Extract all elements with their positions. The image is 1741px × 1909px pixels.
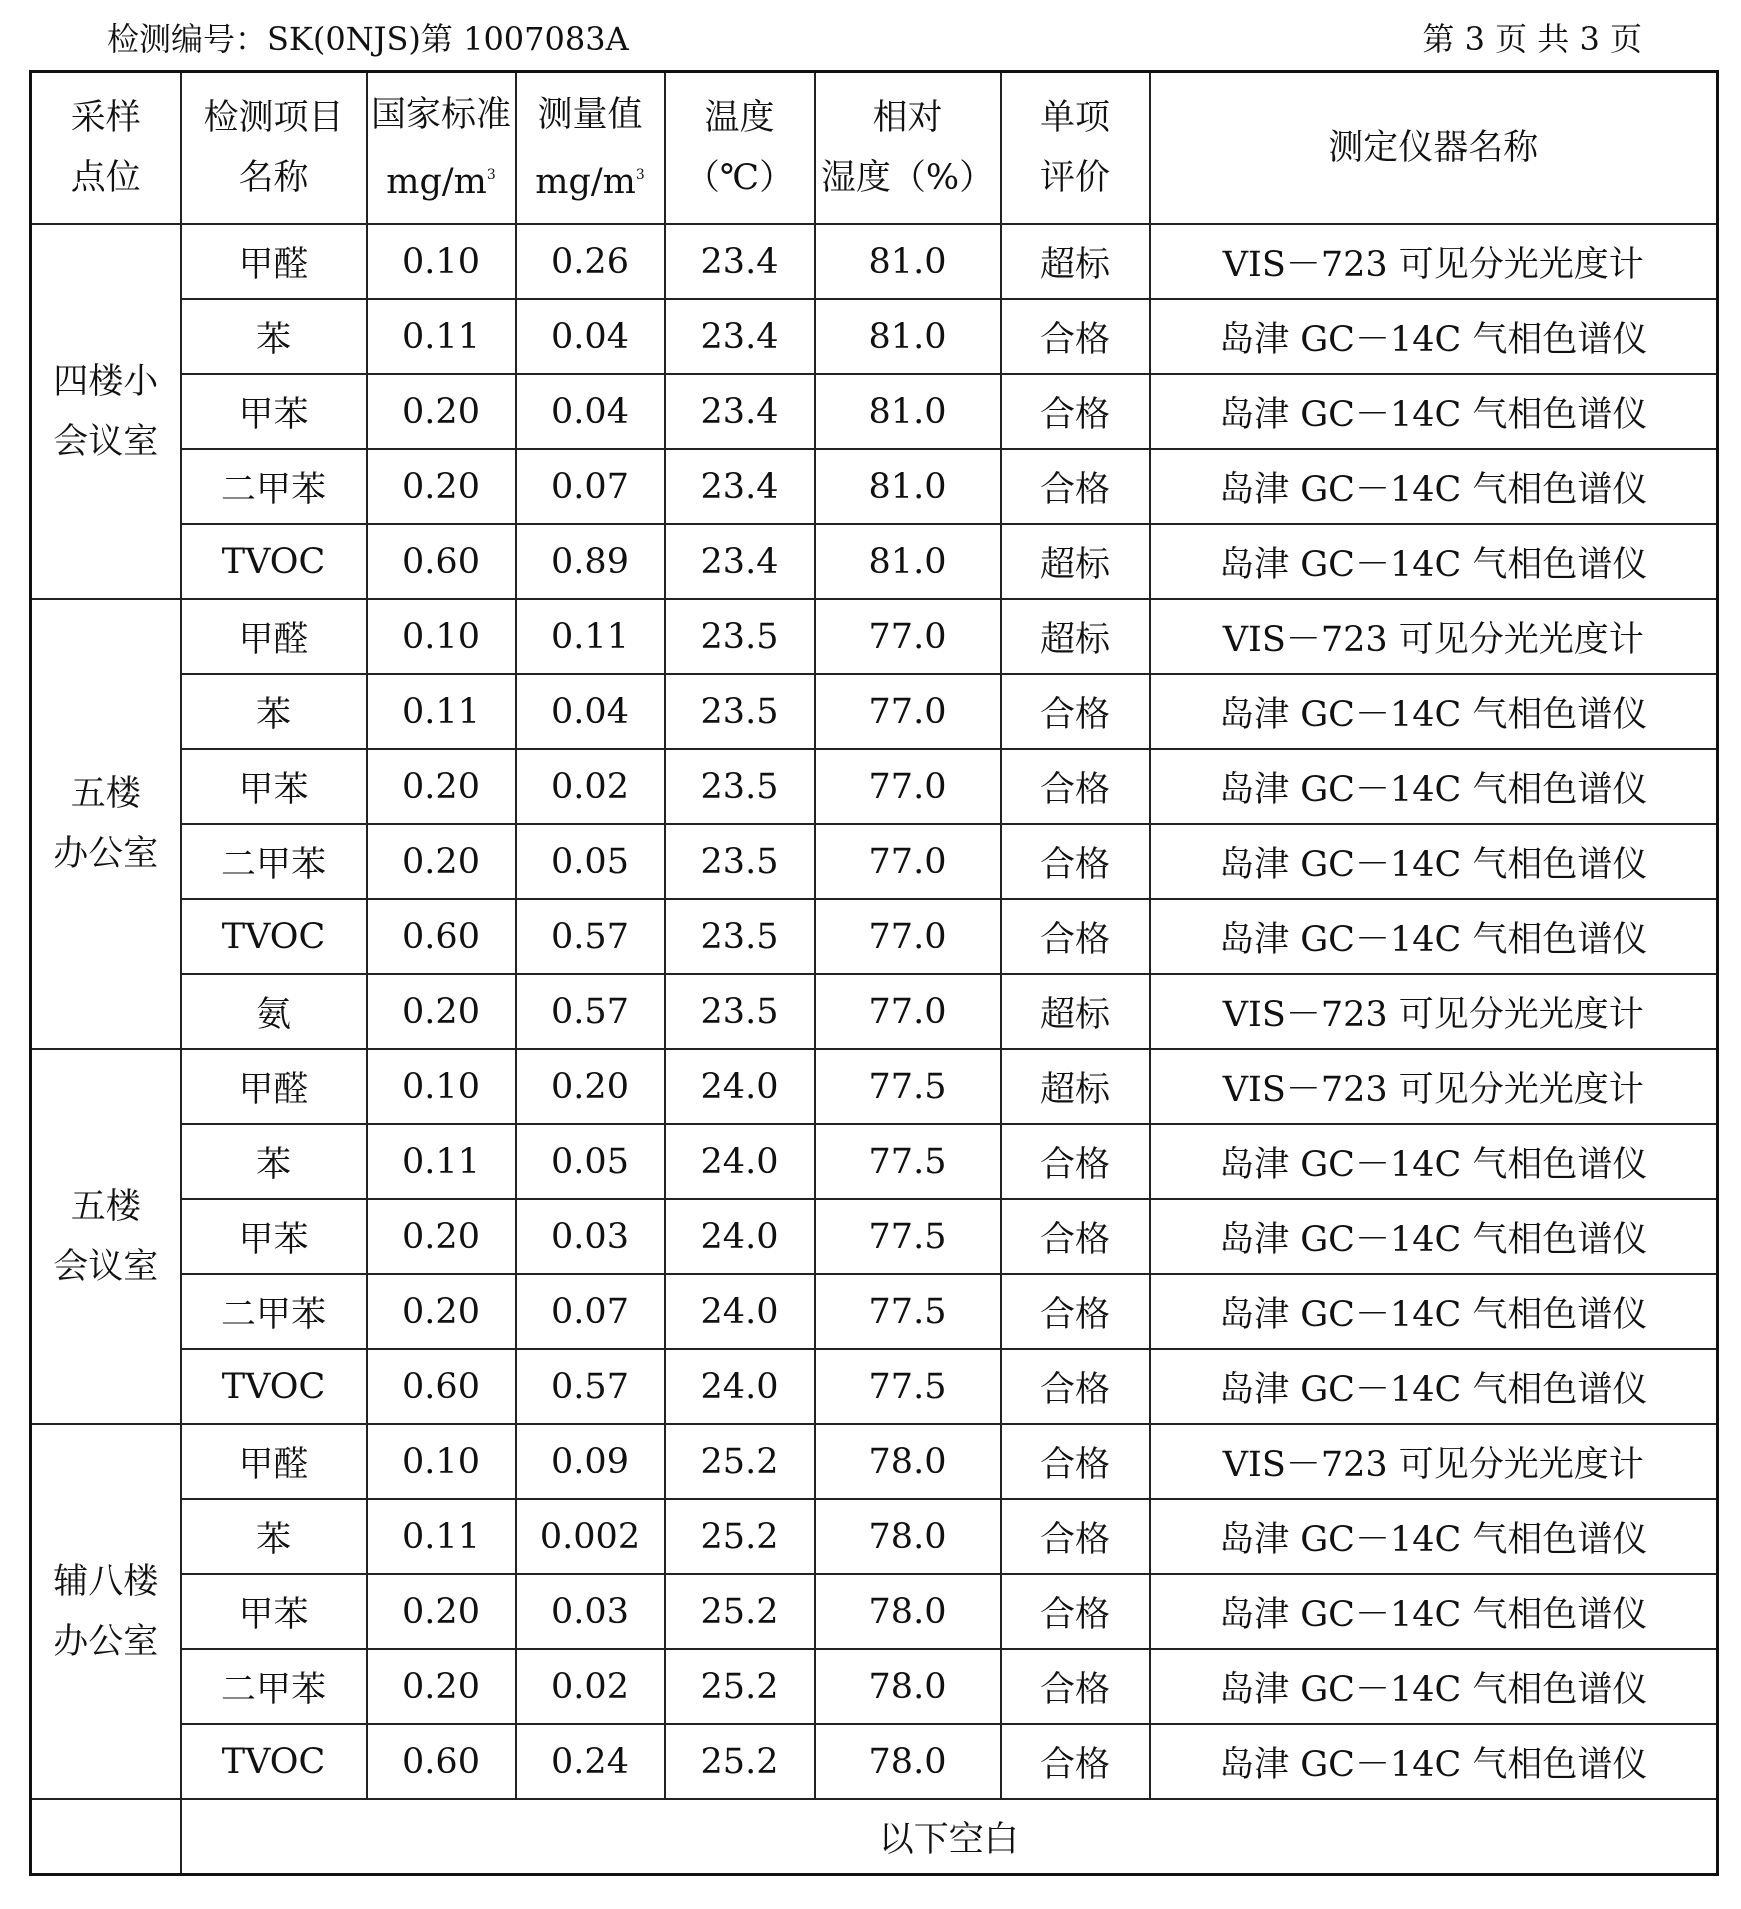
temperature-cell: 23.4 bbox=[665, 449, 815, 524]
table-row bbox=[31, 1199, 1718, 1274]
table-row bbox=[31, 824, 1718, 899]
temperature-cell: 23.4 bbox=[665, 299, 815, 374]
standard-cell: 0.20 bbox=[367, 824, 516, 899]
instrument-cell: 岛津 GC－14C 气相色谱仪 bbox=[1150, 1649, 1718, 1724]
measured-cell: 0.57 bbox=[516, 899, 665, 974]
temperature-cell: 24.0 bbox=[665, 1349, 815, 1424]
standard-cell: 0.10 bbox=[367, 1049, 516, 1124]
location-cell: 辅八楼 办公室 bbox=[31, 1424, 181, 1799]
item-cell: 二甲苯 bbox=[181, 449, 367, 524]
table-row bbox=[31, 1424, 1718, 1499]
temperature-cell: 25.2 bbox=[665, 1724, 815, 1799]
temperature-cell: 25.2 bbox=[665, 1499, 815, 1574]
instrument-cell: 岛津 GC－14C 气相色谱仪 bbox=[1150, 899, 1718, 974]
standard-cell: 0.20 bbox=[367, 374, 516, 449]
instrument-cell: VIS－723 可见分光光度计 bbox=[1150, 1049, 1718, 1124]
humidity-cell: 77.5 bbox=[815, 1124, 1001, 1199]
measured-cell: 0.02 bbox=[516, 1649, 665, 1724]
temperature-cell: 23.5 bbox=[665, 674, 815, 749]
humidity-cell: 81.0 bbox=[815, 299, 1001, 374]
report-number: 检测编号：SK(0NJS)第 1007083A bbox=[107, 20, 629, 58]
temperature-cell: 23.4 bbox=[665, 224, 815, 299]
standard-cell: 0.20 bbox=[367, 1649, 516, 1724]
item-cell: 氨 bbox=[181, 974, 367, 1049]
evaluation-cell: 合格 bbox=[1001, 1349, 1150, 1424]
item-cell: 苯 bbox=[181, 1499, 367, 1574]
location-cell: 四楼小 会议室 bbox=[31, 224, 181, 599]
item-cell: TVOC bbox=[181, 1724, 367, 1799]
table-header-row bbox=[31, 72, 1718, 225]
instrument-cell: 岛津 GC－14C 气相色谱仪 bbox=[1150, 1274, 1718, 1349]
measured-cell: 0.05 bbox=[516, 824, 665, 899]
col-header-standard: 国家标准 $mg/m^3$ bbox=[367, 72, 516, 225]
standard-cell: 0.11 bbox=[367, 1499, 516, 1574]
evaluation-cell: 合格 bbox=[1001, 1274, 1150, 1349]
temperature-cell: 23.5 bbox=[665, 824, 815, 899]
humidity-cell: 81.0 bbox=[815, 224, 1001, 299]
standard-cell: 0.11 bbox=[367, 299, 516, 374]
humidity-cell: 77.0 bbox=[815, 974, 1001, 1049]
instrument-cell: 岛津 GC－14C 气相色谱仪 bbox=[1150, 374, 1718, 449]
temperature-cell: 24.0 bbox=[665, 1124, 815, 1199]
evaluation-cell: 超标 bbox=[1001, 974, 1150, 1049]
evaluation-cell: 合格 bbox=[1001, 824, 1150, 899]
temperature-cell: 25.2 bbox=[665, 1574, 815, 1649]
item-cell: TVOC bbox=[181, 899, 367, 974]
humidity-cell: 81.0 bbox=[815, 374, 1001, 449]
item-cell: 甲苯 bbox=[181, 749, 367, 824]
item-cell: TVOC bbox=[181, 524, 367, 599]
instrument-cell: 岛津 GC－14C 气相色谱仪 bbox=[1150, 674, 1718, 749]
table-row bbox=[31, 374, 1718, 449]
evaluation-cell: 合格 bbox=[1001, 299, 1150, 374]
location-cell: 五楼 办公室 bbox=[31, 599, 181, 1049]
table-row bbox=[31, 674, 1718, 749]
humidity-cell: 77.5 bbox=[815, 1349, 1001, 1424]
measured-cell: 0.57 bbox=[516, 974, 665, 1049]
footer-row bbox=[31, 1799, 1718, 1875]
evaluation-cell: 合格 bbox=[1001, 374, 1150, 449]
evaluation-cell: 合格 bbox=[1001, 1724, 1150, 1799]
instrument-cell: 岛津 GC－14C 气相色谱仪 bbox=[1150, 1124, 1718, 1199]
measured-cell: 0.04 bbox=[516, 674, 665, 749]
evaluation-cell: 超标 bbox=[1001, 524, 1150, 599]
standard-cell: 0.20 bbox=[367, 1274, 516, 1349]
col-header-measured: 测量值 $mg/m^3$ bbox=[516, 72, 665, 225]
instrument-cell: 岛津 GC－14C 气相色谱仪 bbox=[1150, 1349, 1718, 1424]
humidity-cell: 78.0 bbox=[815, 1574, 1001, 1649]
table-row bbox=[31, 1124, 1718, 1199]
evaluation-cell: 合格 bbox=[1001, 1499, 1150, 1574]
evaluation-cell: 合格 bbox=[1001, 1424, 1150, 1499]
table-row bbox=[31, 1049, 1718, 1124]
instrument-cell: 岛津 GC－14C 气相色谱仪 bbox=[1150, 749, 1718, 824]
measured-cell: 0.09 bbox=[516, 1424, 665, 1499]
table-row bbox=[31, 1574, 1718, 1649]
measured-cell: 0.04 bbox=[516, 299, 665, 374]
humidity-cell: 78.0 bbox=[815, 1499, 1001, 1574]
col-header-temperature: 温度 （℃） bbox=[665, 72, 815, 225]
blank-below-note: 以下空白 bbox=[181, 1799, 1718, 1875]
temperature-cell: 25.2 bbox=[665, 1649, 815, 1724]
table-row bbox=[31, 299, 1718, 374]
table-row bbox=[31, 1274, 1718, 1349]
page-info: 第 3 页 共 3 页 bbox=[1422, 20, 1642, 58]
item-cell: TVOC bbox=[181, 1349, 367, 1424]
col-header-instrument: 测定仪器名称 bbox=[1150, 72, 1718, 225]
standard-cell: 0.10 bbox=[367, 1424, 516, 1499]
humidity-cell: 77.0 bbox=[815, 899, 1001, 974]
evaluation-cell: 合格 bbox=[1001, 449, 1150, 524]
instrument-cell: VIS－723 可见分光光度计 bbox=[1150, 224, 1718, 299]
evaluation-cell: 合格 bbox=[1001, 1649, 1150, 1724]
humidity-cell: 77.0 bbox=[815, 674, 1001, 749]
measured-cell: 0.002 bbox=[516, 1499, 665, 1574]
instrument-cell: VIS－723 可见分光光度计 bbox=[1150, 1424, 1718, 1499]
evaluation-cell: 超标 bbox=[1001, 224, 1150, 299]
standard-cell: 0.10 bbox=[367, 599, 516, 674]
standard-cell: 0.11 bbox=[367, 1124, 516, 1199]
temperature-cell: 23.4 bbox=[665, 374, 815, 449]
table-row bbox=[31, 1499, 1718, 1574]
empty-location-cell bbox=[31, 1799, 181, 1875]
standard-cell: 0.60 bbox=[367, 899, 516, 974]
col-header-location: 采样 点位 bbox=[31, 72, 181, 225]
table-row bbox=[31, 1349, 1718, 1424]
table-row bbox=[31, 1649, 1718, 1724]
table-row bbox=[31, 974, 1718, 1049]
location-cell: 五楼 会议室 bbox=[31, 1049, 181, 1424]
humidity-cell: 77.0 bbox=[815, 599, 1001, 674]
measured-cell: 0.02 bbox=[516, 749, 665, 824]
humidity-cell: 78.0 bbox=[815, 1424, 1001, 1499]
table-row bbox=[31, 599, 1718, 674]
instrument-cell: 岛津 GC－14C 气相色谱仪 bbox=[1150, 299, 1718, 374]
table-row bbox=[31, 899, 1718, 974]
instrument-cell: 岛津 GC－14C 气相色谱仪 bbox=[1150, 1724, 1718, 1799]
standard-cell: 0.20 bbox=[367, 1199, 516, 1274]
item-cell: 苯 bbox=[181, 674, 367, 749]
table-row bbox=[31, 524, 1718, 599]
instrument-cell: VIS－723 可见分光光度计 bbox=[1150, 599, 1718, 674]
evaluation-cell: 超标 bbox=[1001, 1049, 1150, 1124]
humidity-cell: 77.5 bbox=[815, 1199, 1001, 1274]
standard-cell: 0.60 bbox=[367, 524, 516, 599]
standard-cell: 0.10 bbox=[367, 224, 516, 299]
item-cell: 二甲苯 bbox=[181, 1274, 367, 1349]
temperature-cell: 24.0 bbox=[665, 1049, 815, 1124]
item-cell: 甲醛 bbox=[181, 1049, 367, 1124]
humidity-cell: 77.5 bbox=[815, 1049, 1001, 1124]
standard-cell: 0.60 bbox=[367, 1349, 516, 1424]
item-cell: 二甲苯 bbox=[181, 1649, 367, 1724]
measured-cell: 0.26 bbox=[516, 224, 665, 299]
humidity-cell: 81.0 bbox=[815, 524, 1001, 599]
standard-cell: 0.20 bbox=[367, 974, 516, 1049]
temperature-cell: 23.5 bbox=[665, 599, 815, 674]
table-row bbox=[31, 1724, 1718, 1799]
humidity-cell: 78.0 bbox=[815, 1649, 1001, 1724]
standard-cell: 0.20 bbox=[367, 749, 516, 824]
humidity-cell: 78.0 bbox=[815, 1724, 1001, 1799]
evaluation-cell: 合格 bbox=[1001, 1574, 1150, 1649]
standard-cell: 0.60 bbox=[367, 1724, 516, 1799]
item-cell: 苯 bbox=[181, 299, 367, 374]
item-cell: 甲苯 bbox=[181, 1199, 367, 1274]
temperature-cell: 24.0 bbox=[665, 1199, 815, 1274]
temperature-cell: 23.5 bbox=[665, 899, 815, 974]
measured-cell: 0.05 bbox=[516, 1124, 665, 1199]
evaluation-cell: 合格 bbox=[1001, 674, 1150, 749]
table-row bbox=[31, 749, 1718, 824]
evaluation-cell: 合格 bbox=[1001, 899, 1150, 974]
temperature-cell: 25.2 bbox=[665, 1424, 815, 1499]
col-header-evaluation: 单项 评价 bbox=[1001, 72, 1150, 225]
instrument-cell: 岛津 GC－14C 气相色谱仪 bbox=[1150, 1499, 1718, 1574]
humidity-cell: 81.0 bbox=[815, 449, 1001, 524]
table-row bbox=[31, 449, 1718, 524]
item-cell: 甲苯 bbox=[181, 374, 367, 449]
humidity-cell: 77.5 bbox=[815, 1274, 1001, 1349]
col-header-humidity: 相对 湿度（%） bbox=[815, 72, 1001, 225]
evaluation-cell: 合格 bbox=[1001, 749, 1150, 824]
item-cell: 甲醛 bbox=[181, 599, 367, 674]
page-header bbox=[0, 8, 1741, 58]
standard-cell: 0.20 bbox=[367, 1574, 516, 1649]
measured-cell: 0.07 bbox=[516, 449, 665, 524]
item-cell: 甲苯 bbox=[181, 1574, 367, 1649]
item-cell: 甲醛 bbox=[181, 224, 367, 299]
evaluation-cell: 合格 bbox=[1001, 1124, 1150, 1199]
item-cell: 甲醛 bbox=[181, 1424, 367, 1499]
standard-cell: 0.11 bbox=[367, 674, 516, 749]
measured-cell: 0.89 bbox=[516, 524, 665, 599]
instrument-cell: VIS－723 可见分光光度计 bbox=[1150, 974, 1718, 1049]
measured-cell: 0.03 bbox=[516, 1199, 665, 1274]
standard-cell: 0.20 bbox=[367, 449, 516, 524]
measured-cell: 0.20 bbox=[516, 1049, 665, 1124]
humidity-cell: 77.0 bbox=[815, 824, 1001, 899]
results-table bbox=[29, 70, 1719, 1876]
measured-cell: 0.07 bbox=[516, 1274, 665, 1349]
temperature-cell: 23.4 bbox=[665, 524, 815, 599]
measured-cell: 0.03 bbox=[516, 1574, 665, 1649]
humidity-cell: 77.0 bbox=[815, 749, 1001, 824]
measured-cell: 0.24 bbox=[516, 1724, 665, 1799]
evaluation-cell: 超标 bbox=[1001, 599, 1150, 674]
measured-cell: 0.04 bbox=[516, 374, 665, 449]
temperature-cell: 23.5 bbox=[665, 974, 815, 1049]
instrument-cell: 岛津 GC－14C 气相色谱仪 bbox=[1150, 824, 1718, 899]
temperature-cell: 24.0 bbox=[665, 1274, 815, 1349]
item-cell: 苯 bbox=[181, 1124, 367, 1199]
temperature-cell: 23.5 bbox=[665, 749, 815, 824]
measured-cell: 0.11 bbox=[516, 599, 665, 674]
instrument-cell: 岛津 GC－14C 气相色谱仪 bbox=[1150, 524, 1718, 599]
instrument-cell: 岛津 GC－14C 气相色谱仪 bbox=[1150, 1199, 1718, 1274]
col-header-item: 检测项目 名称 bbox=[181, 72, 367, 225]
table-row bbox=[31, 224, 1718, 299]
item-cell: 二甲苯 bbox=[181, 824, 367, 899]
instrument-cell: 岛津 GC－14C 气相色谱仪 bbox=[1150, 449, 1718, 524]
evaluation-cell: 合格 bbox=[1001, 1199, 1150, 1274]
instrument-cell: 岛津 GC－14C 气相色谱仪 bbox=[1150, 1574, 1718, 1649]
measured-cell: 0.57 bbox=[516, 1349, 665, 1424]
